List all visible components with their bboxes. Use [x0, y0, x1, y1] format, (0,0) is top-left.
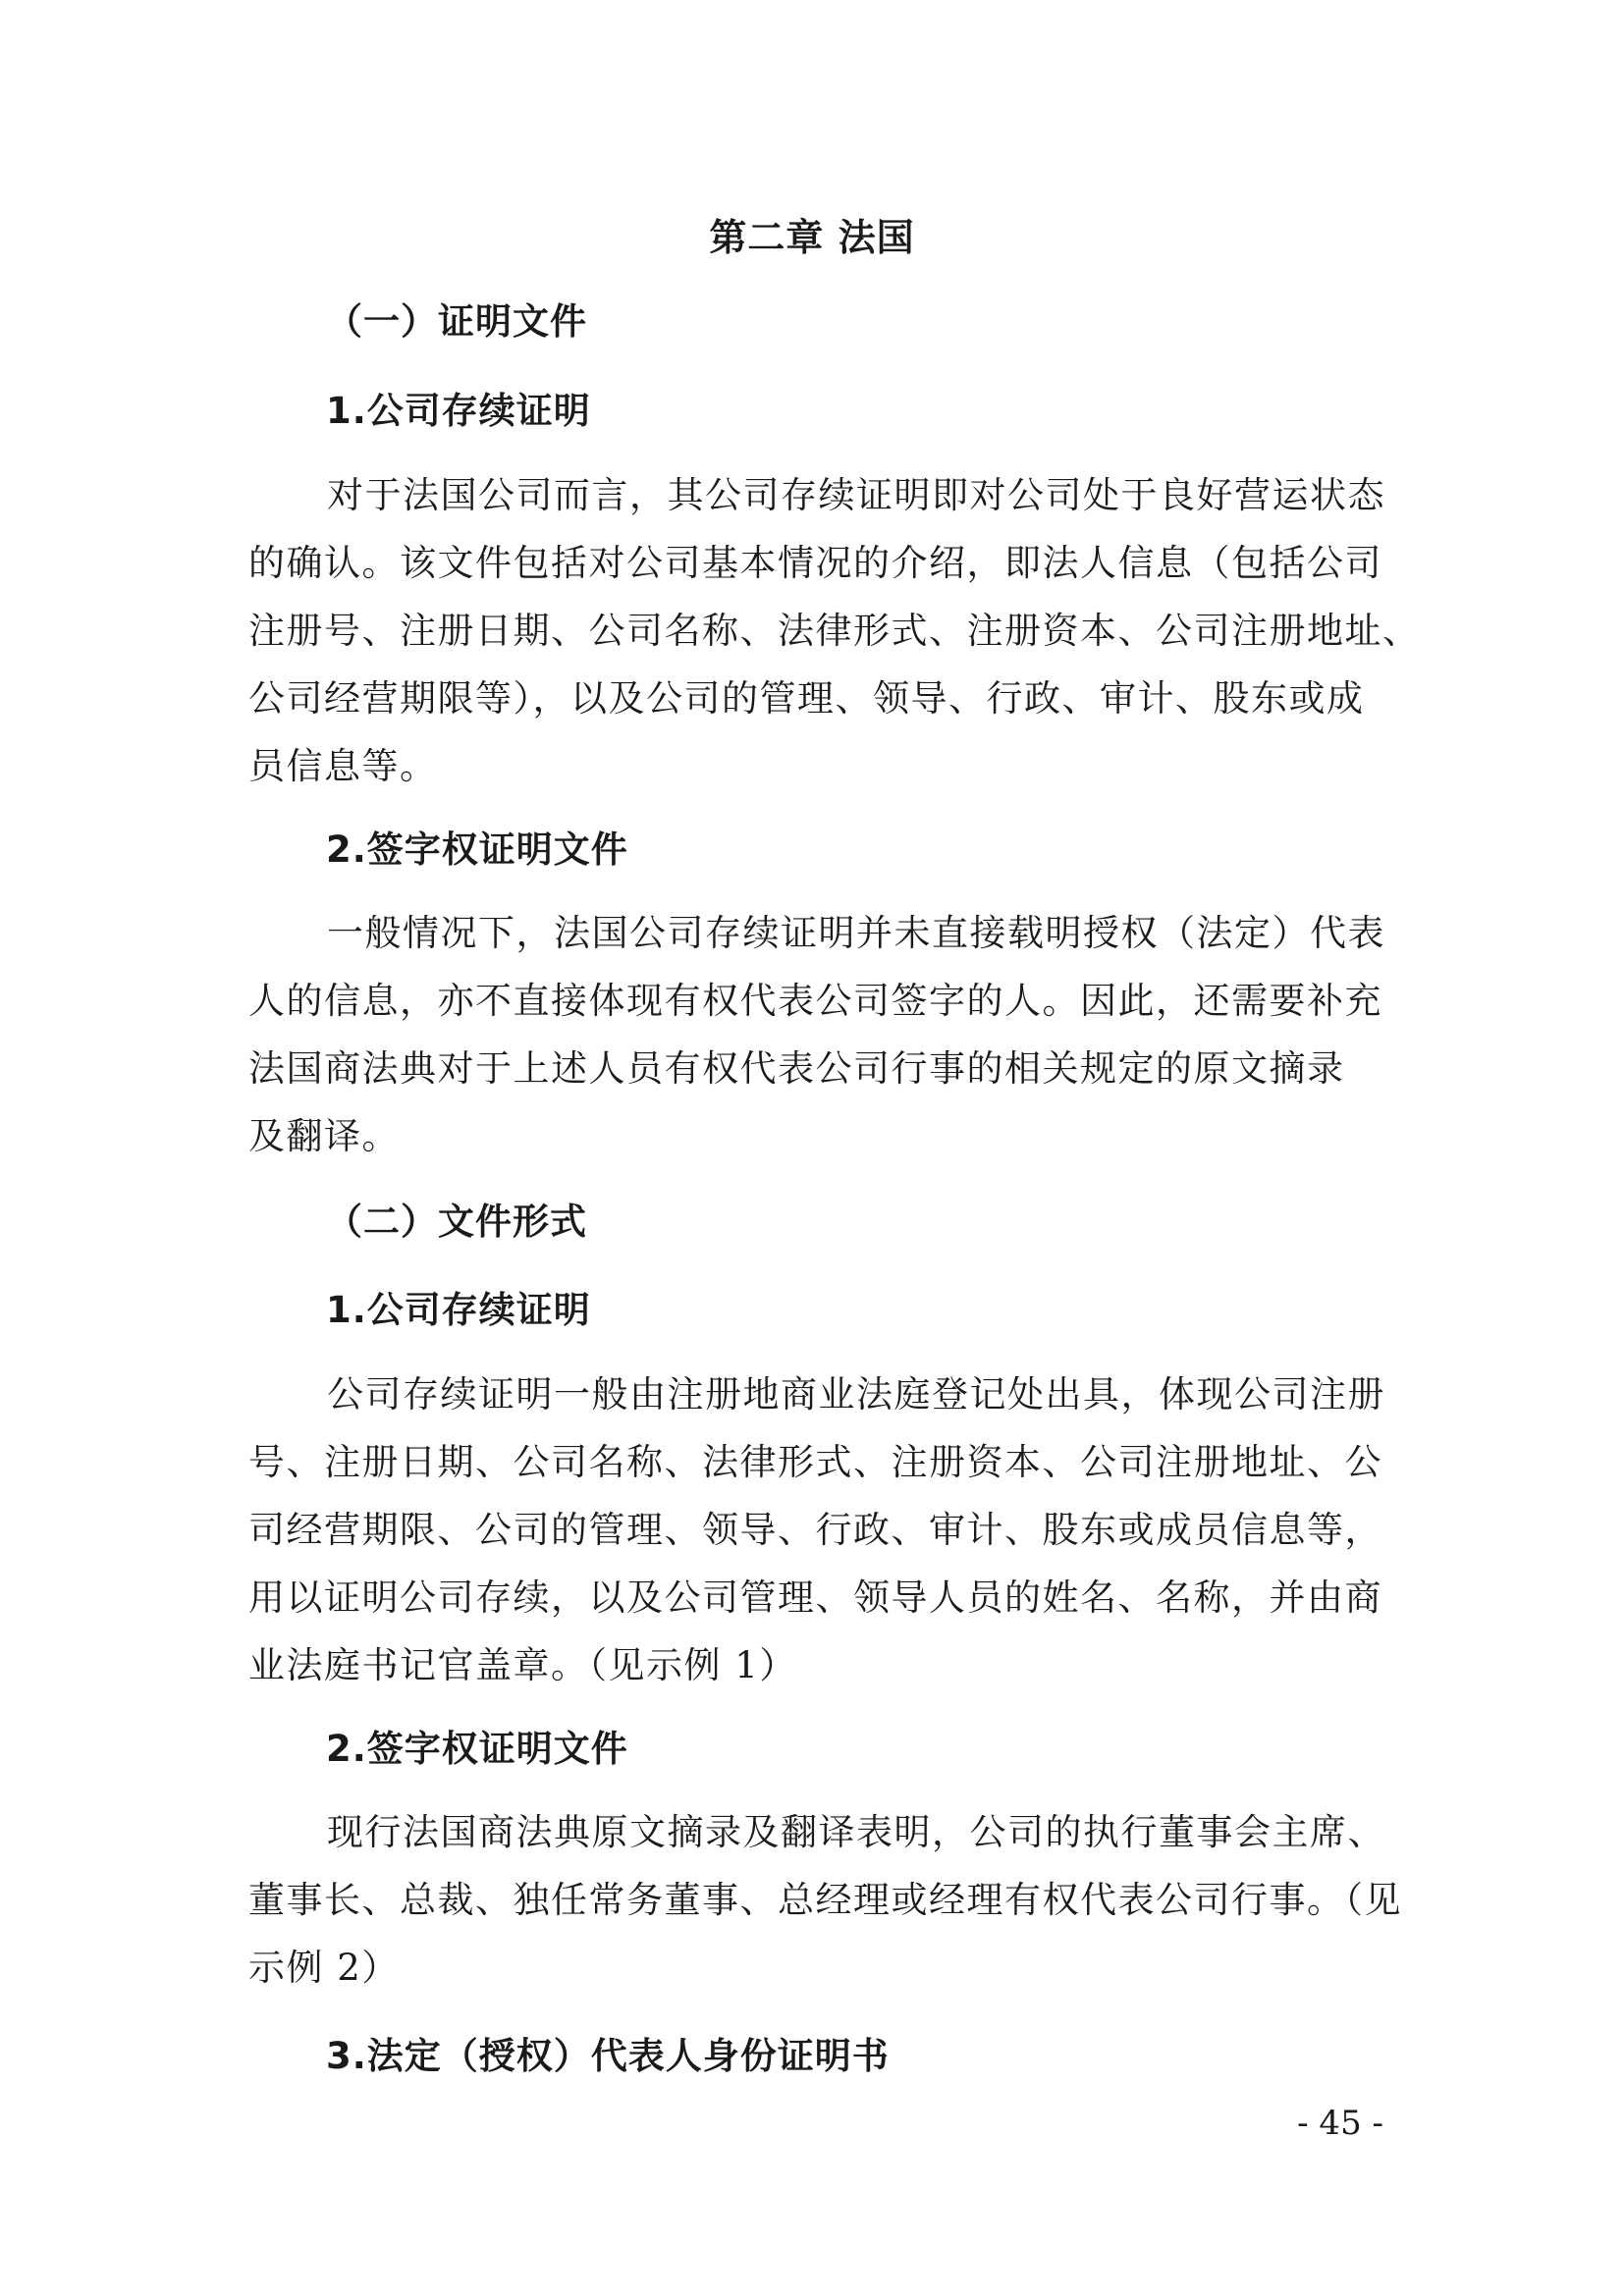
- paragraph-line: 法国商法典对于上述人员有权代表公司行事的相关规定的原文摘录: [248, 1047, 1345, 1090]
- paragraph-line: 人的信息，亦不直接体现有权代表公司签字的人。因此，还需要补充: [248, 980, 1382, 1022]
- paragraph-line: 用以证明公司存续，以及公司管理、领导人员的姓名、名称，并由商: [248, 1576, 1382, 1619]
- paragraph-line: 业法庭书记官盖章。（见示例 1）: [248, 1644, 797, 1686]
- subheading-signature-authority-2: 2.签字权证明文件: [326, 1728, 628, 1770]
- paragraph-line: 注册号、注册日期、公司名称、法律形式、注册资本、公司注册地址、: [248, 610, 1421, 652]
- paragraph-line: 的确认。该文件包括对公司基本情况的介绍，即法人信息（包括公司: [248, 542, 1382, 584]
- subheading-company-existence-2: 1.公司存续证明: [326, 1289, 591, 1331]
- paragraph-line: 董事长、总裁、独任常务董事、总经理或经理有权代表公司行事。（见: [248, 1879, 1402, 1921]
- section-heading-1: （一）证明文件: [326, 300, 587, 343]
- paragraph-line: 及翻译。: [248, 1115, 400, 1157]
- paragraph-signature-authority-1: [248, 899, 1387, 1170]
- paragraph-line: 示例 2）: [248, 1947, 400, 1989]
- subheading-legal-representative-certificate: 3.法定（授权）代表人身份证明书: [326, 2035, 890, 2077]
- paragraph-line: 公司存续证明一般由注册地商业法庭登记处出具，体现公司注册: [327, 1373, 1385, 1415]
- paragraph-signature-authority-2: [248, 1798, 1402, 2002]
- paragraph-company-existence-1: [248, 461, 1421, 800]
- paragraph-line: 对于法国公司而言，其公司存续证明即对公司处于良好营运状态: [327, 474, 1385, 516]
- paragraph-line: 员信息等。: [248, 745, 438, 787]
- paragraph-line: 公司经营期限等），以及公司的管理、领导、行政、审计、股东或成: [248, 677, 1365, 720]
- subheading-signature-authority-1: 2.签字权证明文件: [326, 828, 628, 871]
- paragraph-line: 一般情况下，法国公司存续证明并未直接载明授权（法定）代表: [327, 912, 1385, 954]
- page-number: - 45 -: [1297, 2104, 1383, 2143]
- paragraph-line: 现行法国商法典原文摘录及翻译表明，公司的执行董事会主席、: [327, 1811, 1385, 1853]
- chapter-title: 第二章 法国: [709, 216, 915, 259]
- paragraph-line: 号、注册日期、公司名称、法律形式、注册资本、公司注册地址、公: [248, 1441, 1382, 1483]
- subheading-company-existence-1: 1.公司存续证明: [326, 390, 591, 432]
- paragraph-company-existence-2: [248, 1361, 1387, 1699]
- section-heading-2: （二）文件形式: [326, 1201, 587, 1243]
- paragraph-line: 司经营期限、公司的管理、领导、行政、审计、股东或成员信息等，: [248, 1509, 1382, 1551]
